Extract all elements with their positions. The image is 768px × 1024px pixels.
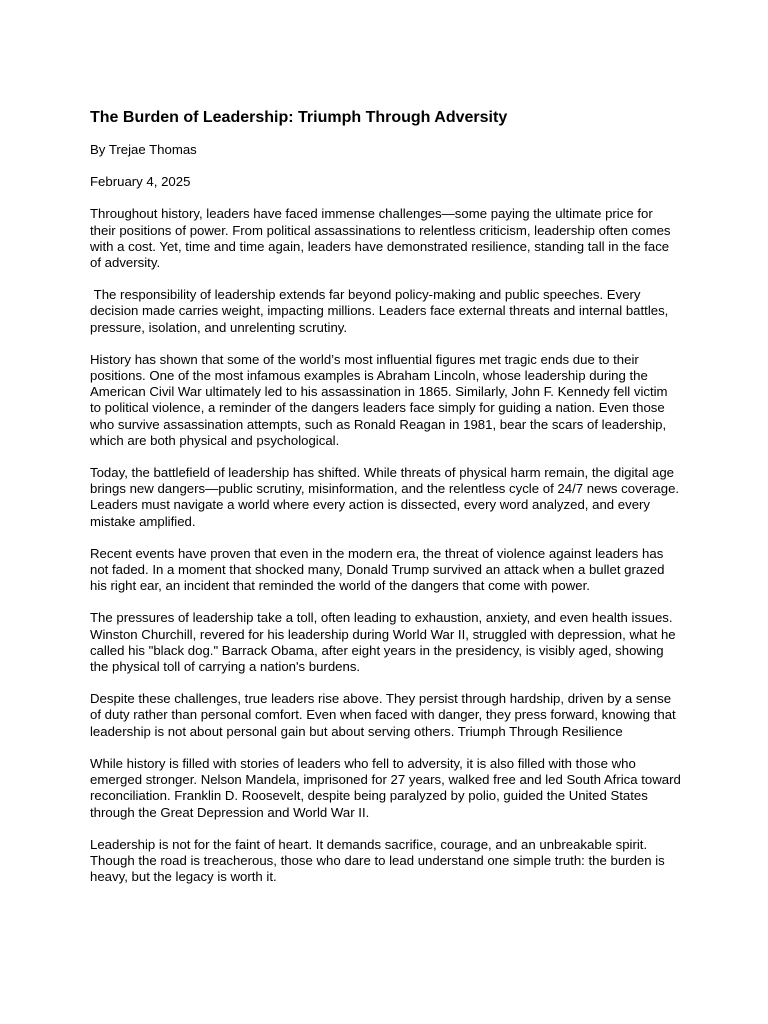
- paragraph-4: Today, the battlefield of leadership has shifted. While threats of physical harm remain, the digital age brings new dangers—public scrutiny, misinformation, and the relentless cycle of 24/7 news coverage. Leaders must navigate a world where every action is dissected, every word analyzed, and every mistake amplified.: [90, 465, 683, 529]
- paragraph-8: While history is filled with stories of leaders who fell to adversity, it is also filled with those who emerged stronger. Nelson Mandela, imprisoned for 27 years, walked free and led South Africa toward reconciliation. Franklin D. Roosevelt, despite being paralyzed by polio, guided the United States through the Great Depression and World War II.: [90, 755, 685, 820]
- article-body: [90, 108, 685, 885]
- article-date: February 4, 2025: [90, 174, 191, 190]
- page-title: The Burden of Leadership: Triumph Through Adversity: [90, 109, 508, 126]
- paragraph-3: History has shown that some of the world’s most influential figures met tragic ends due to their positions. One of the most infamous examples is Abraham Lincoln, whose leadership during the American Civil War ultimately led to his assassination in 1865. Similarly, John F. Kennedy fell victim to political violence, a reminder of the dangers leaders face simply for guiding a nation. Even those who survive assassination attempts, such as Ronald Reagan in 1981, bear the scars of leadership, which are both physical and psychological.: [90, 351, 672, 448]
- paragraph-7: Despite these challenges, true leaders rise above. They persist through hardship, driven by a sense of duty rather than personal comfort. Even when faced with danger, they press forward, knowing that leadership is not about personal gain but about serving others. Triumph Through Resilience: [90, 691, 680, 739]
- paragraph-6: The pressures of leadership take a toll, often leading to exhaustion, anxiety, and even health issues. Winston Churchill, revered for his leadership during World War II, struggled with depression, what he called his "black dog." Barrack Obama, after eight years in the presidency, is visibly aged, showing the physical toll of carrying a nation's burdens.: [90, 610, 680, 675]
- paragraph-2: The responsibility of leadership extends far beyond policy-making and public speeches. Every decision made carries weight, impacting millions. Leaders face external threats and internal battles, pressure, isolation, and unrelenting scrutiny.: [90, 287, 673, 335]
- paragraph-1: Throughout history, leaders have faced immense challenges—some paying the ultimate price for their positions of power. From political assassinations to relentless criticism, leadership often comes with a cost. Yet, time and time again, leaders have demonstrated resilience, standing tall in the face of adversity.: [90, 206, 675, 271]
- paragraph-9: Leadership is not for the faint of heart. It demands sacrifice, courage, and an unbreakable spirit. Though the road is treacherous, those who dare to lead understand one simple truth: the burden is heavy, but the legacy is worth it.: [90, 836, 669, 885]
- paragraph-5: Recent events have proven that even in the modern era, the threat of violence against leaders has not faded. In a moment that shocked many, Donald Trump survived an attack when a bullet grazed his right ear, an incident that reminded the world of the dangers that come with power.: [90, 545, 669, 594]
- article-byline: By Trejae Thomas: [90, 142, 197, 157]
